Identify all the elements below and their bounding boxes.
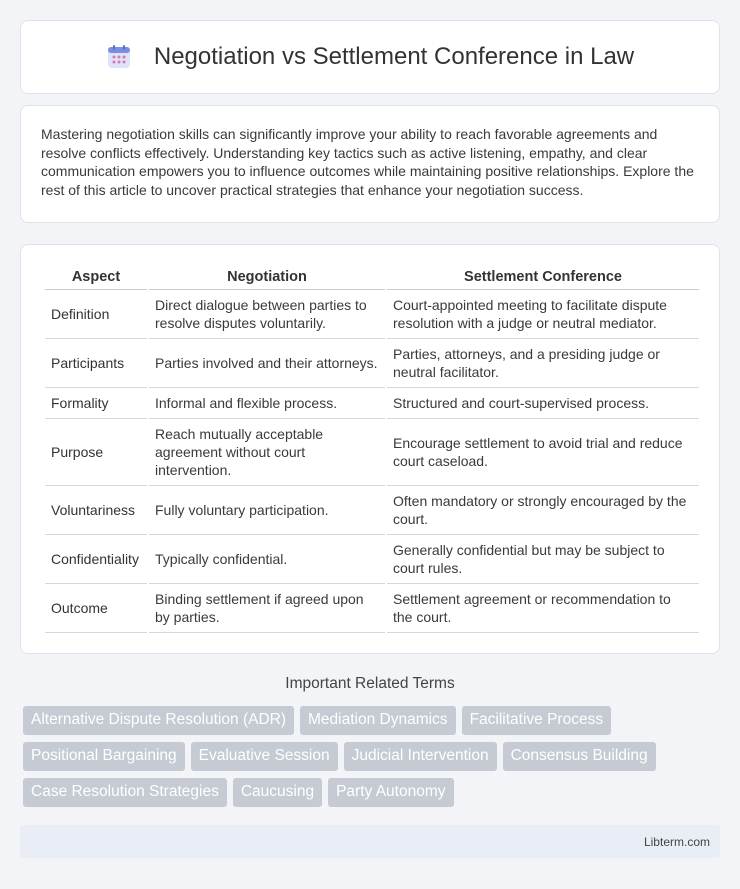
tag-row [23, 706, 723, 735]
aspect-cell: Formality [45, 388, 147, 419]
table-row [45, 419, 699, 486]
settlement-cell: Parties, attorneys, and a presiding judge or neutral facilitator. [387, 339, 699, 388]
negotiation-cell: Binding settlement if agreed upon by parties. [149, 584, 385, 633]
page-title: Negotiation vs Settlement Conference in Law [153, 43, 635, 70]
tag-row [23, 778, 723, 807]
related-terms-list [23, 706, 723, 814]
settlement-cell: Encourage settlement to avoid trial and reduce court caseload. [387, 419, 699, 486]
tag-positional-bargaining[interactable]: Positional Bargaining [23, 742, 185, 771]
settlement-cell: Court-appointed meeting to facilitate dispute resolution with a judge or neutral mediator. [387, 290, 699, 339]
negotiation-cell: Typically confidential. [149, 535, 385, 584]
footer-site-link[interactable]: Libterm.com [643, 834, 710, 849]
comparison-table [43, 262, 701, 633]
intro-card [20, 105, 720, 223]
tag-caucusing[interactable]: Caucusing [233, 778, 322, 807]
tag-mediation-dynamics[interactable]: Mediation Dynamics [300, 706, 456, 735]
aspect-cell: Outcome [45, 584, 147, 633]
negotiation-cell: Informal and flexible process. [149, 388, 385, 419]
table-row [45, 584, 699, 633]
calendar-icon [106, 44, 132, 70]
footer [20, 825, 720, 858]
column-header-settlement-conference: Settlement Conference [387, 262, 699, 290]
tag-evaluative-session[interactable]: Evaluative Session [191, 742, 338, 771]
tag-case-resolution-strategies[interactable]: Case Resolution Strategies [23, 778, 227, 807]
tag-judicial-intervention[interactable]: Judicial Intervention [344, 742, 497, 771]
related-terms-title: Important Related Terms [285, 675, 455, 692]
table-row [45, 486, 699, 535]
settlement-cell: Settlement agreement or recommendation to the court. [387, 584, 699, 633]
header-card [20, 20, 720, 94]
table-row [45, 290, 699, 339]
negotiation-cell: Reach mutually acceptable agreement without court intervention. [149, 419, 385, 486]
settlement-cell: Often mandatory or strongly encouraged by the court. [387, 486, 699, 535]
aspect-cell: Voluntariness [45, 486, 147, 535]
settlement-cell: Generally confidential but may be subject to court rules. [387, 535, 699, 584]
aspect-cell: Definition [45, 290, 147, 339]
tag-consensus-building[interactable]: Consensus Building [503, 742, 656, 771]
table-row [45, 535, 699, 584]
aspect-cell: Purpose [45, 419, 147, 486]
intro-text: Mastering negotiation skills can significantly improve your ability to reach favorable agreements and resolve conflicts effectively. Understanding key tactics such as active listening, empathy, and clear communication empowers you to influence outcomes while maintaining positive relationships. Explore the rest of this article to uncover practical strategies that enhance your negotiation success. [41, 126, 694, 198]
settlement-cell: Structured and court-supervised process. [387, 388, 699, 419]
aspect-cell: Confidentiality [45, 535, 147, 584]
tag-party-autonomy[interactable]: Party Autonomy [328, 778, 453, 807]
table-header-row [45, 262, 699, 290]
column-header-aspect: Aspect [45, 262, 147, 290]
aspect-cell: Participants [45, 339, 147, 388]
negotiation-cell: Fully voluntary participation. [149, 486, 385, 535]
tag-facilitative-process[interactable]: Facilitative Process [462, 706, 612, 735]
tag-alternative-dispute-resolution[interactable]: Alternative Dispute Resolution (ADR) [23, 706, 294, 735]
tag-row [23, 742, 723, 771]
table-row [45, 388, 699, 419]
negotiation-cell: Parties involved and their attorneys. [149, 339, 385, 388]
column-header-negotiation: Negotiation [149, 262, 385, 290]
table-row [45, 339, 699, 388]
comparison-table-card [20, 244, 720, 654]
negotiation-cell: Direct dialogue between parties to resolve disputes voluntarily. [149, 290, 385, 339]
